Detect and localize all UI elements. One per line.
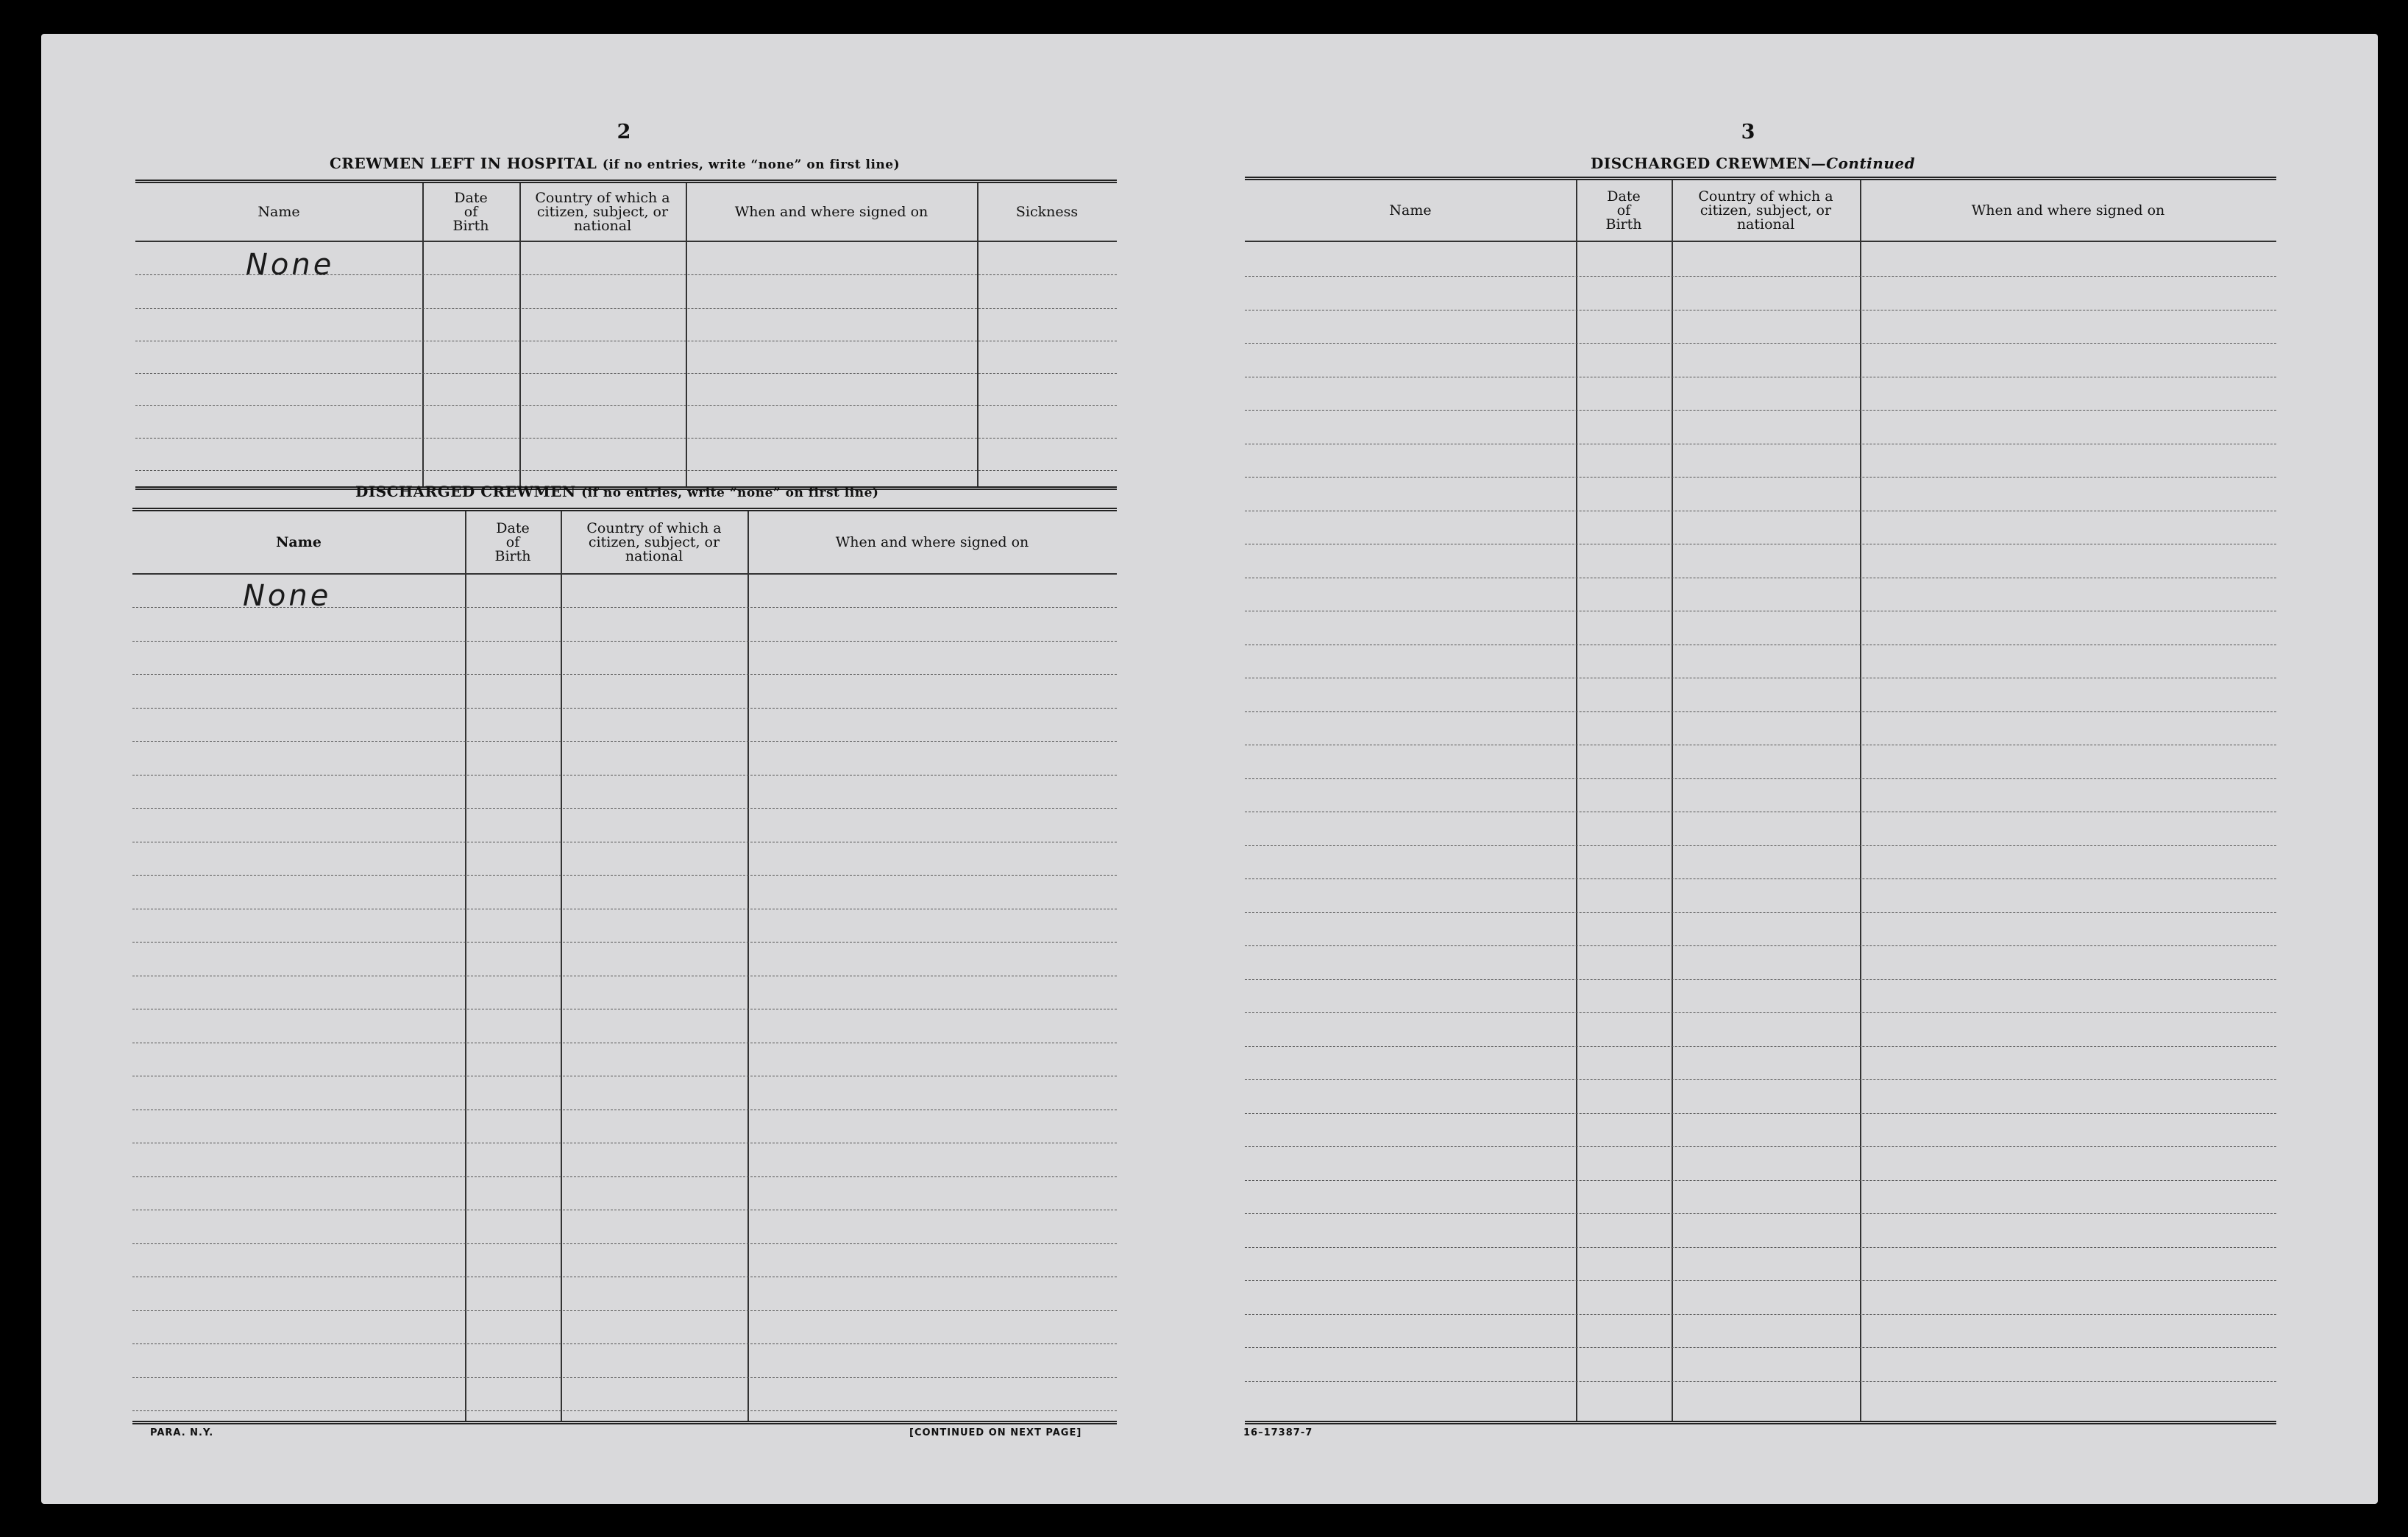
hospital-col-divider xyxy=(519,183,521,486)
hospital-row-rule xyxy=(135,470,1117,471)
hospital-row-rule xyxy=(135,373,1117,374)
discharged-row-rule xyxy=(132,808,1117,809)
right-row-rule xyxy=(1245,845,2276,846)
discharged-row-rule xyxy=(132,741,1117,742)
discharged-row-rule xyxy=(132,1343,1117,1344)
discharged-row-rule xyxy=(132,1243,1117,1244)
right-row-rule xyxy=(1245,1146,2276,1147)
right-row-rule xyxy=(1245,1113,2276,1114)
right-discharged-table xyxy=(1245,177,2276,1424)
right-col-dob: Date of Birth xyxy=(1605,188,1642,232)
hospital-col-divider xyxy=(977,183,979,486)
right-table-header xyxy=(1245,180,2276,242)
right-col-signed-on: When and where signed on xyxy=(1971,202,2165,219)
right-row-rule xyxy=(1245,1180,2276,1181)
right-row-rule xyxy=(1245,1314,2276,1315)
right-row-rule xyxy=(1245,1347,2276,1348)
discharged-row-rule xyxy=(132,641,1117,642)
discharged-row-rule xyxy=(132,875,1117,876)
discharged-table-header xyxy=(132,511,1117,575)
right-row-rule xyxy=(1245,912,2276,913)
right-row-rule xyxy=(1245,410,2276,411)
right-row-rule xyxy=(1245,276,2276,277)
right-title-main: DISCHARGED CREWMEN xyxy=(1591,155,1811,172)
right-row-rule xyxy=(1245,343,2276,344)
document-sheet xyxy=(41,34,2378,1504)
hospital-col-divider xyxy=(422,183,424,486)
discharged-row-rule xyxy=(132,1310,1117,1311)
right-row-rule xyxy=(1245,1012,2276,1013)
discharged-row-rule xyxy=(132,674,1117,675)
right-row-rule xyxy=(1245,778,2276,779)
hospital-col-country: Country of which a citizen, subject, or national xyxy=(535,189,670,234)
hospital-col-sickness: Sickness xyxy=(1015,203,1079,220)
right-row-rule xyxy=(1245,1280,2276,1281)
hospital-table xyxy=(135,180,1117,490)
discharged-col-name: Name xyxy=(276,533,322,550)
right-row-rule xyxy=(1245,878,2276,879)
right-footer-form-number: 16–17387-7 xyxy=(1243,1427,1313,1438)
discharged-row-rule xyxy=(132,1377,1117,1378)
right-col-divider xyxy=(1672,180,1673,1421)
hospital-row-rule xyxy=(135,405,1117,406)
discharged-row-rule xyxy=(132,708,1117,709)
right-col-divider xyxy=(1576,180,1577,1421)
discharged-table xyxy=(132,508,1117,1424)
hospital-handwritten-entry: None xyxy=(246,248,335,282)
hospital-title-note: (if no entries, write “none” on first line) xyxy=(602,157,901,172)
discharged-col-divider xyxy=(465,511,466,1421)
right-section-title xyxy=(1591,155,1915,172)
hospital-col-divider xyxy=(686,183,687,486)
discharged-col-signed-on: When and where signed on xyxy=(835,533,1029,550)
discharged-col-dob: Date of Birth xyxy=(494,519,531,564)
discharged-col-country: Country of which a citizen, subject, or national xyxy=(586,519,722,564)
hospital-col-name: Name xyxy=(258,203,300,220)
right-row-rule xyxy=(1245,477,2276,478)
left-page-number: 2 xyxy=(617,121,631,143)
right-row-rule xyxy=(1245,945,2276,946)
left-footer-continued: [CONTINUED ON NEXT PAGE] xyxy=(909,1427,1082,1438)
discharged-row-rule xyxy=(132,1410,1117,1411)
discharged-handwritten-entry: None xyxy=(243,579,332,613)
discharged-col-divider xyxy=(561,511,562,1421)
hospital-row-rule xyxy=(135,438,1117,439)
discharged-row-rule xyxy=(132,1176,1117,1177)
right-row-rule xyxy=(1245,1213,2276,1214)
discharged-title-note: (if no entries, write “none” on first line) xyxy=(581,486,879,500)
right-row-rule xyxy=(1245,1247,2276,1248)
right-col-country: Country of which a citizen, subject, or national xyxy=(1698,188,1833,232)
hospital-col-signed-on: When and where signed on xyxy=(734,203,928,220)
right-title-continued: —Continued xyxy=(1811,155,1916,172)
hospital-section-title xyxy=(330,155,900,172)
hospital-title-main: CREWMEN LEFT IN HOSPITAL xyxy=(330,155,597,172)
hospital-table-header xyxy=(135,183,1117,242)
right-col-name: Name xyxy=(1389,202,1432,219)
right-row-rule xyxy=(1245,979,2276,980)
discharged-row-rule xyxy=(132,942,1117,943)
right-row-rule xyxy=(1245,1046,2276,1047)
hospital-row-rule xyxy=(135,308,1117,309)
discharged-section-title xyxy=(355,483,878,500)
hospital-col-dob: Date of Birth xyxy=(452,189,489,234)
discharged-title-main: DISCHARGED CREWMEN xyxy=(355,483,576,500)
right-row-rule xyxy=(1245,1381,2276,1382)
left-footer-printer: PARA. N.Y. xyxy=(150,1427,214,1438)
right-col-divider xyxy=(1860,180,1861,1421)
right-row-rule xyxy=(1245,711,2276,712)
discharged-col-divider xyxy=(747,511,749,1421)
right-row-rule xyxy=(1245,1079,2276,1080)
right-page-number: 3 xyxy=(1741,121,1755,143)
